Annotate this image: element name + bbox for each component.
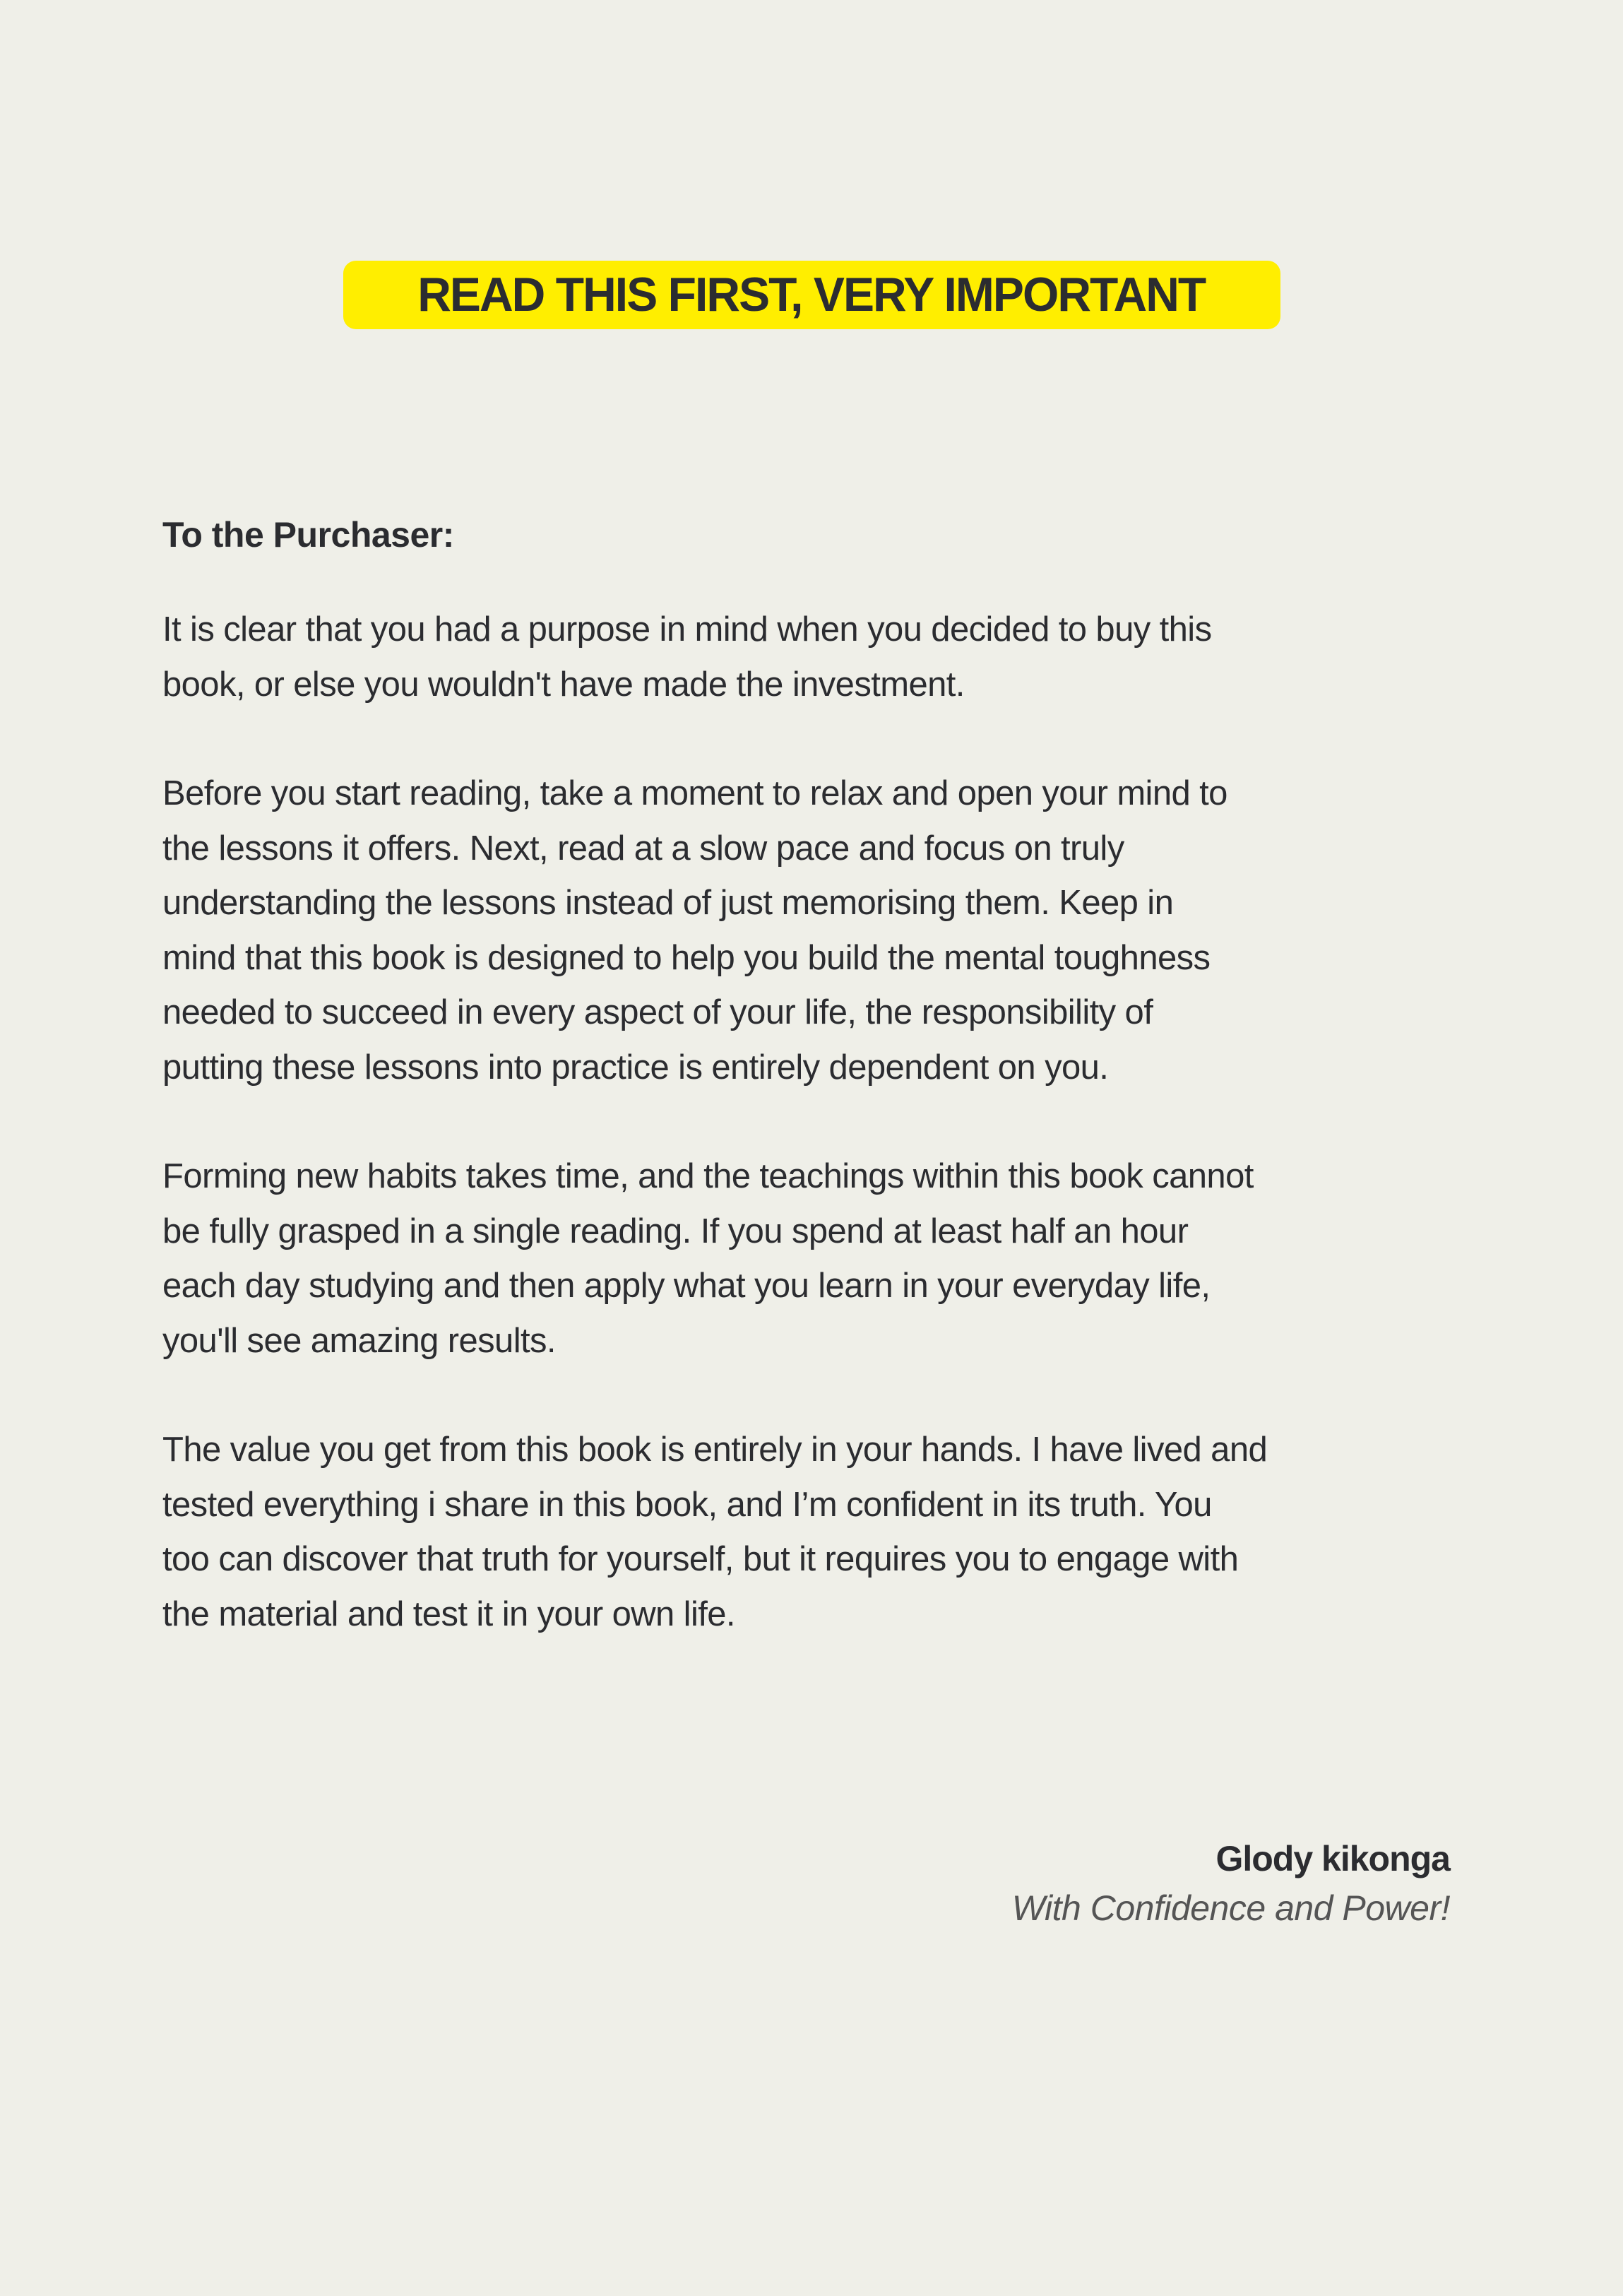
text-line: book, or else you wouldn't have made the investment.	[162, 665, 965, 704]
paragraph-before-reading	[162, 767, 1469, 1095]
paragraph-purpose	[162, 603, 1469, 712]
author-name: Glody kikonga	[1215, 1839, 1450, 1878]
text-line: too can discover that truth for yourself, but it requires you to engage with	[162, 1540, 1239, 1578]
text-line: Before you start reading, take a moment to relax and open your mind to	[162, 774, 1227, 812]
text-line: the material and test it in your own life.	[162, 1594, 735, 1633]
text-line: tested everything i share in this book, and I’m confident in its truth. You	[162, 1485, 1212, 1524]
letter-body	[162, 603, 1469, 1696]
paragraph-habits	[162, 1149, 1469, 1368]
paragraph-value	[162, 1423, 1469, 1642]
text-line: needed to succeed in every aspect of your life, the responsibility of	[162, 993, 1153, 1031]
text-line: It is clear that you had a purpose in mind when you decided to buy this	[162, 610, 1212, 649]
text-line: the lessons it offers. Next, read at a slow pace and focus on truly	[162, 829, 1124, 868]
text-line: mind that this book is designed to help you build the mental toughness	[162, 938, 1211, 977]
text-line: you'll see amazing results.	[162, 1321, 556, 1360]
text-line: Forming new habits takes time, and the teachings within this book cannot	[162, 1157, 1254, 1195]
text-line: putting these lessons into practice is entirely dependent on you.	[162, 1048, 1109, 1087]
title-highlight	[343, 261, 1280, 329]
author-tagline: With Confidence and Power!	[1011, 1888, 1450, 1928]
title-banner	[0, 261, 1623, 329]
salutation: To the Purchaser:	[162, 515, 454, 555]
text-line: understanding the lessons instead of just memorising them. Keep in	[162, 884, 1174, 922]
text-line: each day studying and then apply what you learn in your everyday life,	[162, 1267, 1211, 1305]
signature-block	[1012, 1834, 1450, 1933]
text-line: be fully grasped in a single reading. If you spend at least half an hour	[162, 1212, 1189, 1250]
text-line: The value you get from this book is entirely in your hands. I have lived and	[162, 1431, 1268, 1469]
page-title: READ THIS FIRST, VERY IMPORTANT	[417, 268, 1206, 321]
